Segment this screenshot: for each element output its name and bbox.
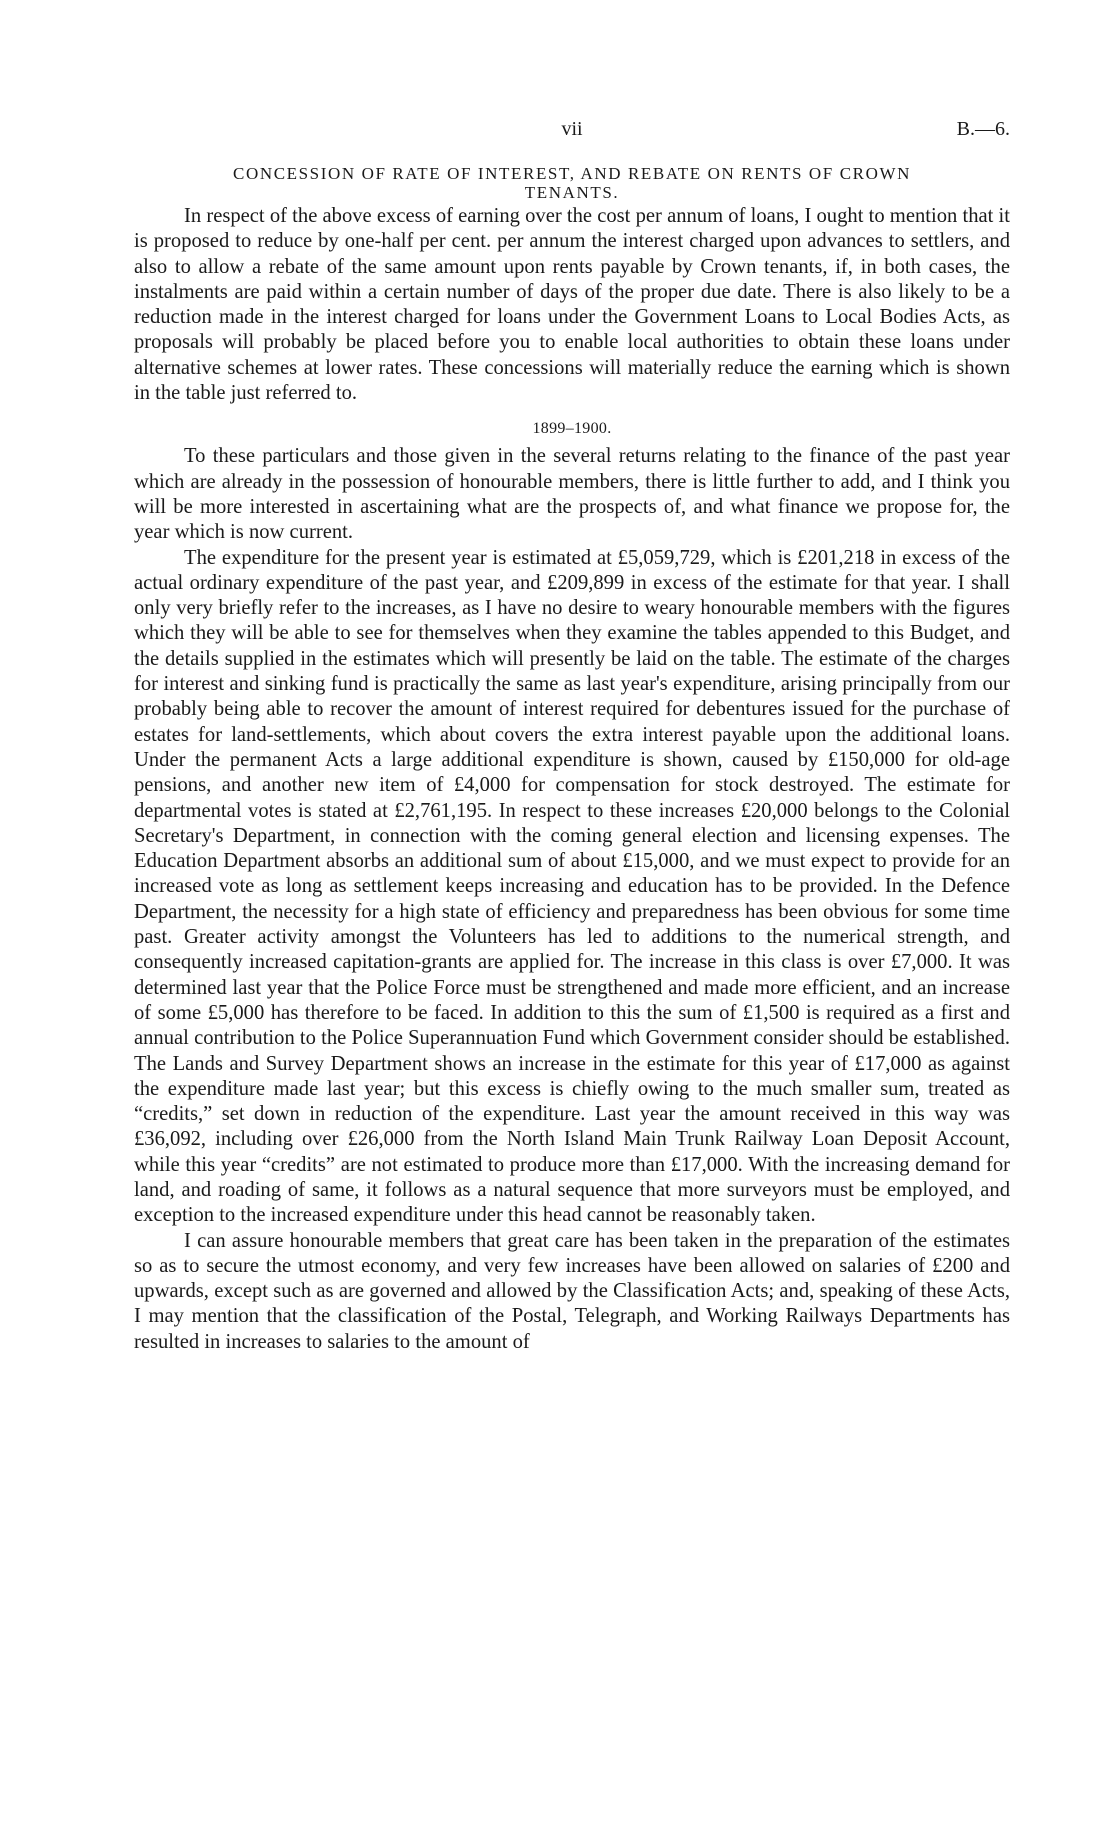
section-heading-line-1: CONCESSION OF RATE OF INTEREST, AND REBATE ON RENTS OF CROWN xyxy=(233,164,911,183)
paragraph-concession: In respect of the above excess of earning over the cost per annum of loans, I ought to mention that it is proposed to reduce by one-half per cent. per annum the interest charged upon advances to settlers, and also to allow a rebate of the same amount upon rents payable by Crown tenants, if, in both cases, the instalments are paid within a certain number of days of the proper due date. There is also likely to be a reduction made in the interest charged for loans under the Government Loans to Local Bodies Acts, as proposals will probably be placed before you to enable local authorities to obtain these loans under alternative schemes at lower rates. These concessions will materially reduce the earning which is shown in the table just referred to. xyxy=(134,205,1010,405)
page-number: vii xyxy=(561,118,583,140)
section-heading-year: 1899–1900. xyxy=(532,420,612,438)
paragraph-estimates: I can assure honourable members that great care has been taken in the preparation of the estimates so as to secure the utmost economy, and very few increases have been allowed on salaries of £200 and upwards, except such as are governed and allowed by the Classification Acts; and, speaking of these Acts, I may mention that the classification of the Postal, Telegraph, and Working Railways Departments has resulted in increases to salaries to the amount of xyxy=(134,1229,1010,1353)
paragraph-particulars: To these particulars and those given in the several returns relating to the finance of the past year which are already in the possession of honourable members, there is little further to add, and I think you will be more interested in ascertaining what are the prospects of, and what finance we propose for, the year which is now current. xyxy=(134,445,1010,544)
document-reference: B.—6. xyxy=(956,118,1010,140)
section-heading-line-2: TENANTS. xyxy=(524,183,620,202)
page-header xyxy=(134,118,1010,154)
paragraph-expenditure: The expenditure for the present year is estimated at £5,059,729, which is £201,218 in excess of the actual ordinary expenditure of the past year, and £209,899 in excess of the estimate for that year. I shall only very briefly refer to the increases, as I have no desire to weary honourable members with the figures which they will be able to see for themselves when they examine the tables appended to this Budget, and the details supplied in the estimates which will presently be laid on the table. The estimate of the charges for interest and sinking fund is practically the same as last year's expenditure, arising principally from our probably being able to recover the amount of interest required for debentures issued for the purchase of estates for land-settlements, which about covers the extra interest payable upon the additional loans. Under the permanent Acts a large additional expenditure is shown, caused by £150,000 for old-age pensions, and another new item of £4,000 for compensation for stock destroyed. The estimate for departmental votes is stated at £2,761,195. In respect to these increases £20,000 belongs to the Colonial Secretary's Department, in connection with the coming general election and licensing expenses. The Education Department absorbs an additional sum of about £15,000, and we must expect to provide for an increased vote as long as settlement keeps increasing and education has to be provided. In the Defence Department, the necessity for a high state of efficiency and preparedness has been obvious for some time past. Greater activity amongst the Volunteers has led to additions to the numerical strength, and consequently increased capitation-grants are applied for. The increase in this class is over £7,000. It was determined last year that the Police Force must be strengthened and made more efficient, and an increase of some £5,000 has therefore to be faced. In addition to this the sum of £1,500 is required as a first and annual contribution to the Police Superannuation Fund which Government consider should be established. The Lands and Survey Department shows an increase in the estimate for this year of £17,000 as against the expenditure made last year; but this excess is chiefly owing to the much smaller sum, treated as “credits,” set down in reduction of the expenditure. Last year the amount received in this way was £36,092, including over £26,000 from the North Island Main Trunk Railway Loan Deposit Account, while this year “credits” are not estimated to produce more than £17,000. With the increasing demand for land, and roading of same, it follows as a natural sequence that more surveyors must be employed, and exception to the increased expenditure under this head cannot be reasonably taken. xyxy=(134,546,1010,1227)
section-heading-concession xyxy=(134,164,1010,202)
document-page xyxy=(134,118,1010,1355)
